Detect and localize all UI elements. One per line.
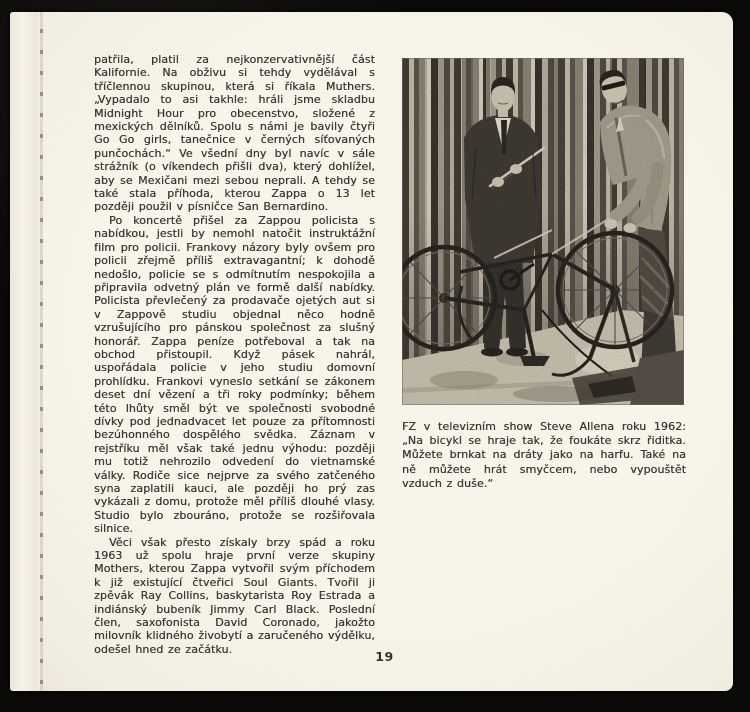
article-column bbox=[94, 53, 375, 656]
binding-crease-line bbox=[40, 12, 43, 691]
stage-photo bbox=[402, 58, 684, 405]
paragraph: Po koncertě přišel za Zappou policista s nabídkou, jestli by nemohl natočit instruktážní film pro policii. Frankovy názory byly ovšem pro policii zřejmě příliš extravagantní; k dohodě nedošlo, policie se s odmítnutím nespokojila a připravila odvetný plán ve formě další nabídky. Policista převlečený za prodavače ojetých aut si v Zappově studiu objednal něco hodně vzrušujícího pro pánskou společnost za slušný honorář. Zappa peníze potřeboval a tak na obchod přistoupil. Když pásek nahrál, uspořádala policie v jeho studiu domovní prohlídku. Frankovi vyneslo setkání se zákonem deset dní vězení a tři roky podmínky; během této lhůty směl být ve společnosti svobodné dívky pod jednadvacet let pouze za přítomnosti bezúhonného dospělého svědka. Záznam v rejstříku měl však také jednu výhodu: později mu totiž nehrozilo odvedení do vietnamské války. Rodiče sice nejprve za svého zatčeného syna zaplatili kauci, ale později ho prý zas vykázali z domu, protože měl příliš dlouhé vlasy. Studio bylo zbouráno, protože se rozšiřovala silnice. bbox=[94, 213, 375, 536]
page-number: 19 bbox=[375, 649, 394, 664]
paragraph: Věci však přesto získaly brzy spád a roku 1963 už spolu hraje první verze skupiny Mothers, kterou Zappa vytvořil svým příchodem k již existující čtveřici Soul Giants. Tvořil ji zpěvák Ray Collins, baskytarista Roy Estrada a indiánský bubeník Jimmy Carl Black. Poslední člen, saxofonista David Coronado, jakožto milovník klidného živobytí a zaručeného výdělku, odešel hned ze začátku. bbox=[94, 535, 375, 656]
photo-figure bbox=[402, 58, 686, 491]
paragraph: patřila, platil za nejkonzervativnější část Kalifornie. Na obživu si tehdy vydělával s tříčlennou skupinou, která si říkala Muthers. „Vypadalo to asi takhle: hráli jsme skladbu Midnight Hour pro obecenstvo, složené z mexických dělníků. Spolu s námi je bavily čtyři Go Go girls, tanečnice v černých síťovaných punčochách.“ Ve všední dny byl navíc v sále strážník (o víkendech přišli dva), který dohlížel, aby se Mexičani mezi sebou neprali. A tehdy se také stala příhoda, kterou Zappa o 13 let později použil v písničce San Bernardino. bbox=[94, 53, 375, 214]
book-page bbox=[10, 12, 733, 691]
photo-caption: FZ v televizním show Steve Allena roku 1962: „Na bicykl se hraje tak, že foukáte skrz řiditka. Můžete brnkat na dráty jako na harfu. Také na ně můžete hrát smyčcem, nebo vypouštět vzduch z duše.“ bbox=[402, 420, 686, 490]
photo-grain-overlay bbox=[402, 58, 684, 405]
page-gutter-edge bbox=[10, 12, 41, 691]
stage-photo-illustration bbox=[402, 58, 684, 405]
